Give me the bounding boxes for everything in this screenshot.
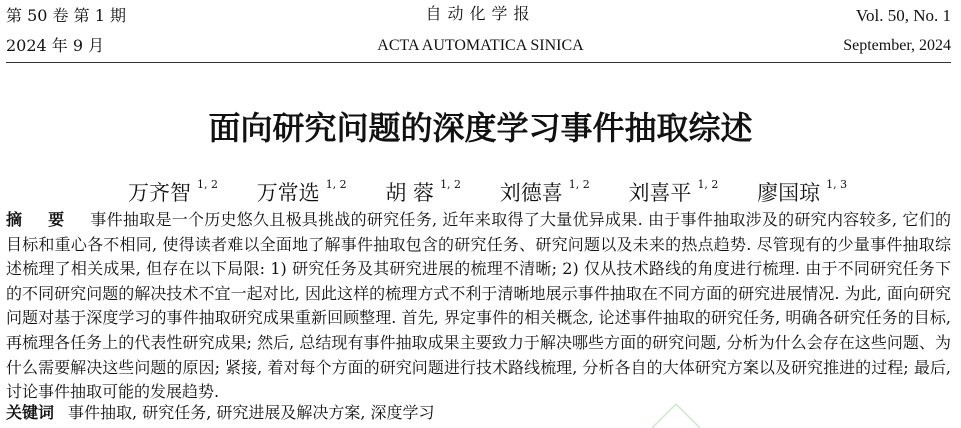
abstract: [6, 208, 951, 405]
abstract-label: 摘 要: [6, 210, 75, 229]
author-3: [385, 170, 461, 208]
journal-name-en: ACTA AUTOMATICA SINICA: [377, 37, 584, 54]
date-cn: 2024 年 9 月: [6, 36, 105, 55]
author-name: 廖国琼: [757, 181, 821, 205]
keywords-text: 事件抽取, 研究任务, 研究进展及解决方案, 深度学习: [68, 403, 435, 422]
keywords: [6, 402, 951, 424]
author-affiliation: 1, 2: [325, 178, 347, 191]
author-affiliation: 1, 2: [197, 178, 218, 191]
volume-issue-cn: 第 50 卷 第 1 期: [6, 6, 126, 25]
header-rule: [6, 62, 951, 63]
author-list: [128, 170, 879, 205]
author-1: [128, 170, 218, 208]
author-affiliation: 1, 2: [440, 178, 462, 191]
date-en: September, 2024: [843, 37, 951, 54]
volume-issue-en: Vol. 50, No. 1: [855, 6, 951, 25]
author-name: 刘喜平: [628, 181, 692, 205]
author-affiliation: 1, 2: [568, 178, 590, 191]
author-4: [500, 170, 590, 208]
author-2: [257, 170, 347, 208]
author-name: 万齐智: [128, 181, 191, 205]
paper-title: 面向研究问题的深度学习事件抽取综述: [208, 109, 753, 147]
corner-decoration-icon: [648, 400, 704, 428]
keywords-label: 关键词: [6, 403, 55, 422]
author-name: 刘德喜: [499, 181, 563, 205]
author-5: [628, 170, 718, 208]
author-6: [757, 170, 847, 208]
journal-name-cn: 自动化学报: [425, 4, 536, 23]
author-name: 胡 蓉: [385, 181, 435, 205]
author-affiliation: 1, 2: [697, 178, 719, 191]
abstract-text: 事件抽取是一个历史悠久且极具挑战的研究任务, 近年来取得了大量优异成果. 由于事件抽取涉及的研究内容较多, 它们的目标和重心各不相同, 使得读者难以全面地了解事件抽取包含的研究任务、研究问题以及未来的热点趋势. 尽管现有的少量事件抽取综述梳理了相关成果, 但存在以下局限: 1) 研究任务及其研究进展的梳理不清晰; 2) 仅从技术路线的角度进行梳理. 由于不同研究任务下的不同研究问题的解决技术不宜一起对比, 因此这样的梳理方式不利于清晰地展示事件抽取在不同方面的研究进展情况. 为此, 面向研究问题对基于深度学习的事件抽取研究成果重新回顾整理. 首先, 界定事件的相关概念, 论述事件抽取的研究任务, 明确各研究任务的目标, 再梳理各任务上的代表性研究成果; 然后, 总结现有事件抽取成果主要致力于解决哪些方面的研究问题, 分析为什么会存在这些问题、为什么需要解决这些问题的原因; 紧接, 着对每个方面的研究问题进行技术路线梳理, 分析各自的大体研究方案以及研究推进的过程; 最后, 讨论事件抽取可能的发展趋势.: [6, 210, 951, 402]
author-affiliation: 1, 3: [826, 178, 848, 191]
author-name: 万常选: [256, 181, 320, 205]
